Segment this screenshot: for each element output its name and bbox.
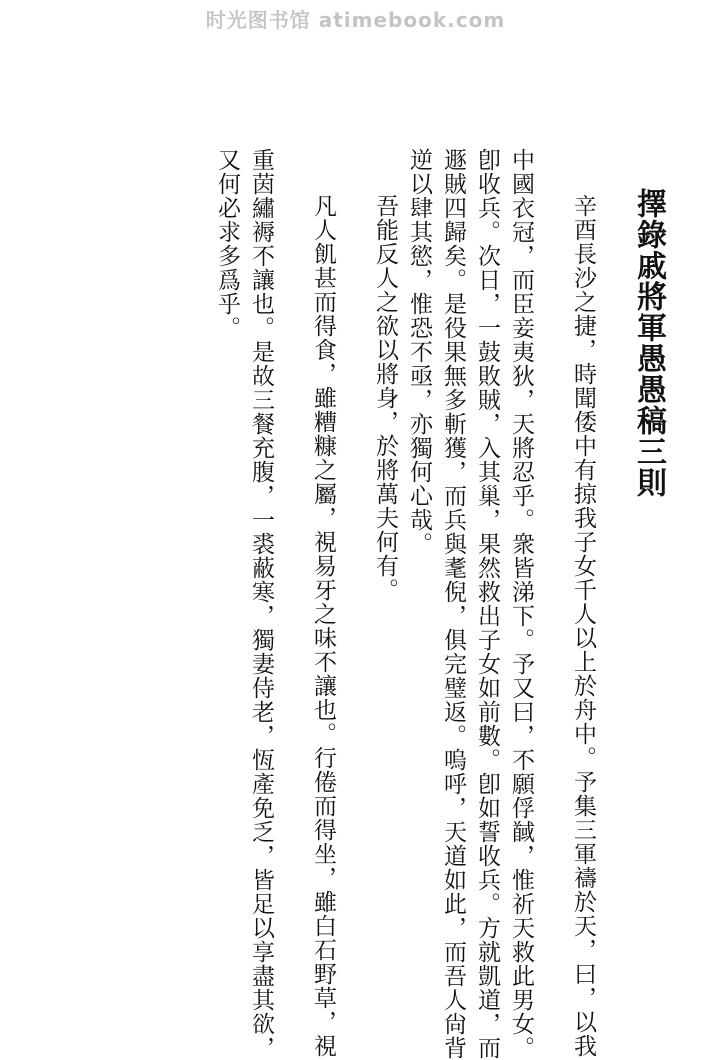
text-line: 又何必求多爲乎。 [214,148,240,340]
page-title: 擇錄戚將軍愚愚稿三則 [631,188,666,498]
text-line: 吾能反人之欲以將身，於將萬夫何有。 [372,194,398,602]
text-line: 逆以肆其慾，惟恐不亟，亦獨何心哉。 [406,148,432,556]
text-line: 卽收兵。次日，一鼓敗賊，入其巢，果然救出子女如前數。卽如誓收兵。方就凱道，而 [474,148,500,1060]
text-line: 辛酉長沙之捷，時聞倭中有掠我子女千人以上於舟中。予集三軍禱於天，曰，以我 [570,194,596,1058]
text-line: 重茵繡褥不讓也。是故三餐充腹，一裘蔽寒，獨妻侍老，恆產免乏，皆足以享盡其欲， [248,148,274,1060]
text-line: 遯賊四歸矣。是役果無多斬獲，而兵與耄倪，俱完璧返。嗚呼，天道如此，而吾人尙背 [440,148,466,1060]
page-body [40,148,670,1060]
watermark-text: 时光图书馆 atimebook.com [205,8,506,32]
text-line: 凡人飢甚而得食，雖糟糠之屬，視易牙之味不讓也。行倦而得坐，雖白石野草，視 [310,194,336,1058]
text-line: 中國衣冠，而臣妾夷狄，天將忍乎。衆皆涕下。予又曰，不願俘馘，惟祈天救此男女。 [508,148,534,1060]
